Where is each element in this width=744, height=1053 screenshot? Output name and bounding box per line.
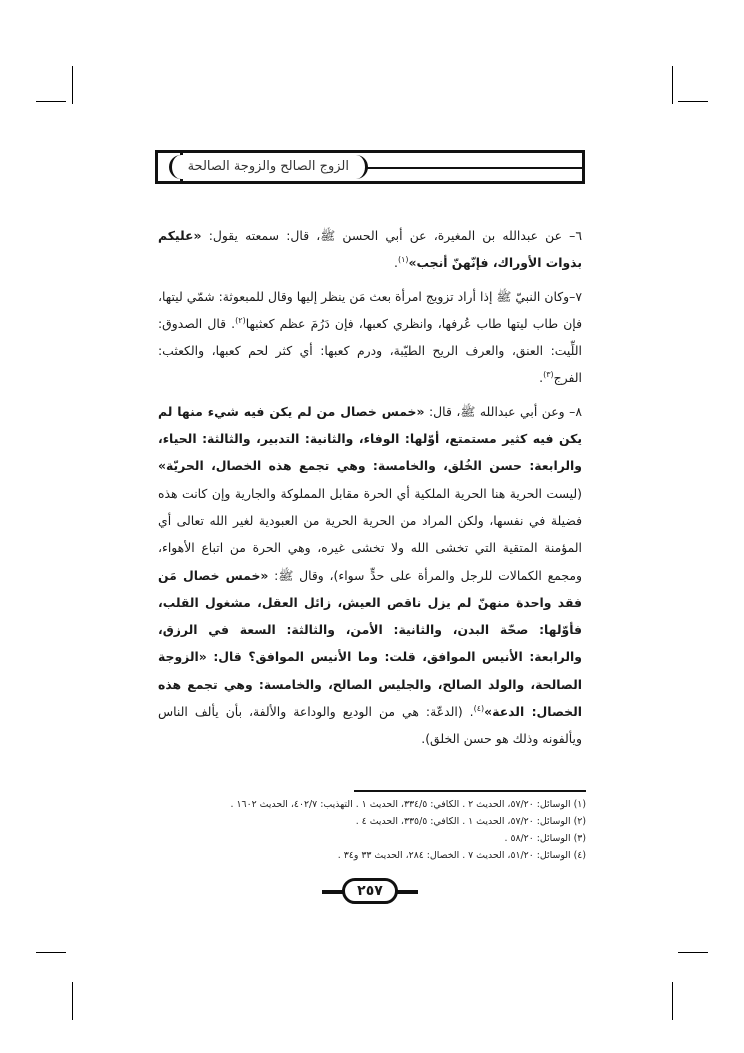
footnote-ref: (٤) — [473, 703, 485, 713]
body-text: . — [539, 370, 544, 386]
body-text: (ليست الحرية هنا الحرية الملكية أي الحرة مقابل المملوكة والجارية وإن كانت هذه فضيلة في نفسها، ولكن المراد من الحرية الحرية من العبودية لغير الله تعالى أي المؤمنة المتقية التي تخشى الله ولا تخشى غيره، وهي الحرة من اتباع الأهواء، ومجمع الكمالات للرجل والمرأة على حدٍّ سواء)، وقال ﷺ: — [158, 485, 582, 583]
body-text: ٦– عن عبدالله بن المغيرة، عن أبي الحسن ﷺ، قال: سمعته يقول: — [201, 228, 582, 243]
footnote-4: (٤) الوسائل: ٥١/٢٠، الحديث ٧ . الخصال: ٢٨٤، الحديث ٣٣ و٣٤ . — [337, 850, 586, 861]
crop-mark — [72, 66, 73, 104]
crop-mark — [678, 952, 708, 953]
footnote-1: (١) الوسائل: ٥٧/٢٠، الحديث ٢ . الكافي: ٣٣٤/٥، الحديث ١ . التهذيب: ٤٠٢/٧، الحديث ١٦٠٢ . — [230, 799, 586, 810]
page-number-ornament — [322, 878, 418, 906]
body-text: . قال الصدوق: اللِّيت: العنق، والعرف الريح الطيّبة، ودرم كعبها: أي كثر لحم كعبها، والكعثب: الفرج — [158, 315, 582, 386]
crop-mark — [36, 101, 66, 102]
paragraph-3 — [158, 398, 582, 753]
footnote-ref: (٢) — [235, 315, 246, 325]
footnote-ref: (٣) — [543, 370, 554, 380]
footnote-3: (٣) الوسائل: ٥٨/٢٠ . — [504, 833, 586, 844]
crop-mark — [678, 101, 708, 102]
quote-text: «خمس خصال من لم يكن فيه شيء منها لم يكن فيه كثير مستمتع، أوّلها: الوفاء، والثانية: التدبير، والثالثة: الحياء، والرابعة: حسن الخُلق، والخامسة: وهي تجمع هذه الخصال، الحريّة» — [158, 403, 582, 474]
body-text: ٧–وكان النبيّ ﷺ إذا أراد تزويج امرأة بعث مَن ينظر إليها وقال للمبعوثة: شمّي ليتها، فإن طاب ليتها طاب عُرفها، وانظري كعبها، فإن دَرُمَ عظم كعثبها — [158, 288, 582, 331]
crop-mark — [36, 952, 66, 953]
quote-text: «عليكم بذوات الأوراك، فإنّهنّ أنجب» — [158, 228, 582, 271]
crop-mark — [672, 982, 673, 1020]
footnote-rule — [354, 790, 586, 792]
paragraph-2 — [158, 283, 582, 392]
footnotes — [146, 796, 586, 864]
crop-mark — [672, 66, 673, 104]
main-text — [158, 222, 582, 759]
body-text: . — [394, 255, 398, 271]
body-text: . (الدعّة: هي من الوديع والوداعة والألفة، بأن يألف الناس ويألفونه وذلك هو حسن الخلق). — [158, 704, 582, 747]
footnote-ref: (١) — [397, 255, 409, 265]
header-rule — [333, 167, 582, 169]
header-title: الزوج الصالح والزوجة الصالحة — [169, 155, 368, 179]
paragraph-1 — [158, 222, 582, 277]
footnote-2: (٢) الوسائل: ٥٧/٢٠، الحديث ١ . الكافي: ٣٣٥/٥، الحديث ٤ . — [355, 816, 586, 827]
body-text: ٨– وعن أبي عبدالله ﷺ، قال: — [424, 403, 583, 419]
running-header — [155, 150, 585, 184]
crop-mark — [72, 982, 73, 1020]
quote-text: «خمس خصال مَن فقد واحدة منهنّ لم يزل ناقص العيش، زائل العقل، مشغول القلب، فأوّلها: صحّة البدن، والثانية: الأمن، والثالثة: السعة في الرزق، والرابعة: الأنيس الموافق، قلت: وما الأنيس الموافق؟ قال: «الزوجة الصالحة، والولد الصالح، والجليس الصالح، والخامسة: وهي تجمع هذه الخصال: الدعة» — [158, 567, 582, 720]
page-number: ٢٥٧ — [342, 878, 398, 904]
